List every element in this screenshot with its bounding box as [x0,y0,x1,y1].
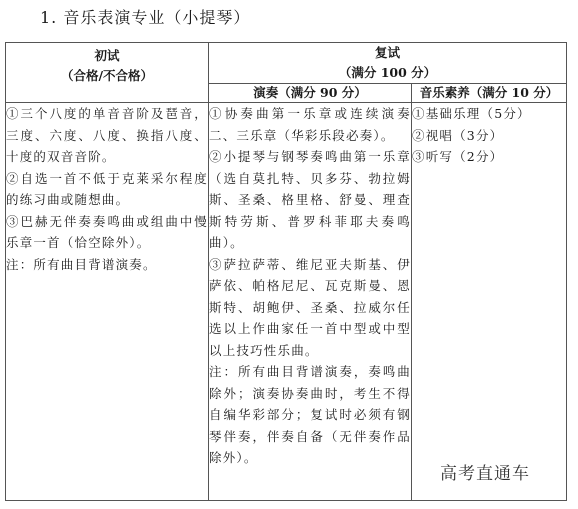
performance-item: ①协奏曲第一乐章或连续演奏二、三乐章（华彩乐段必奏）。 [209,106,411,143]
prelim-subtitle: （合格/不合格） [60,68,154,83]
prelim-note: 注：所有曲目背谱演奏。 [6,256,157,272]
performance-content [209,103,412,501]
prelim-item: ③巴赫无伴奏奏鸣曲或组曲中慢乐章一首（恰空除外）。 [6,213,208,250]
performance-item: ③萨拉萨蒂、维尼亚夫斯基、伊萨依、帕格尼尼、瓦克斯曼、恩斯特、胡鲍伊、圣桑、拉威尔任选以上作曲家任一首中型或中型以上技巧性乐曲。 [209,256,411,358]
prelim-item: ②自选一首不低于克莱采尔程度的练习曲或随想曲。 [6,170,208,207]
prelim-header [6,43,209,103]
section-heading: 1. 音乐表演专业（小提琴） [40,8,251,27]
prelim-item: ①三个八度的单音音阶及琶音，三度、六度、八度、换指八度、十度的双音音阶。 [6,106,208,164]
prelim-content [6,103,209,501]
header-row [6,43,567,84]
literacy-header: 音乐素养（满分 10 分） [412,84,567,103]
requirements-table [5,42,567,501]
literacy-item: ②视唱（3分） [412,127,504,143]
literacy-item: ①基础乐理（5分） [412,106,531,121]
retest-subtitle: （满分 100 分） [338,65,437,80]
performance-note: 注：所有曲目背谱演奏，奏鸣曲除外；演奏协奏曲时，考生不得自编华彩部分；复试时必须有钢琴伴奏，伴奏自备（无伴奏作品除外）。 [209,364,411,465]
literacy-content [412,103,567,501]
watermark: 高考直通车 [440,464,530,484]
content-row [6,103,567,501]
prelim-title: 初试 [94,48,120,63]
literacy-item: ③听写（2分） [412,149,504,164]
retest-title: 复试 [375,45,401,60]
performance-item: ②小提琴与钢琴奏鸣曲第一乐章（选自莫扎特、贝多芬、勃拉姆斯、圣桑、格里格、舒曼、理查斯特劳斯、普罗科菲耶夫奏鸣曲）。 [209,149,411,250]
retest-header [209,43,567,84]
performance-header: 演奏（满分 90 分） [209,84,412,103]
